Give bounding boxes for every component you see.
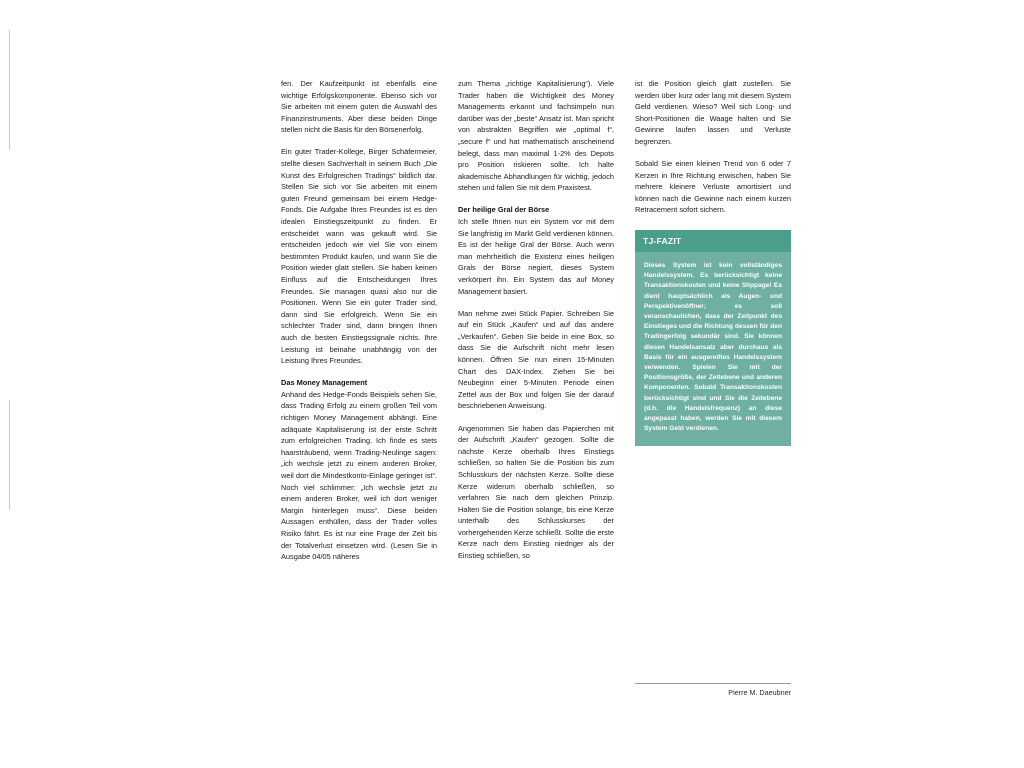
text-column-3 — [635, 78, 791, 708]
paragraph: ist die Position gleich glatt zustellen. Sie werden über kurz oder lang mit diesem System Geld verdienen. Wieso? Weil sich Long- und Short-Positionen die Waage halten und Sie Gewinne laufen lassen und Verluste begrenzen. — [635, 79, 791, 146]
paragraph: fen. Der Kaufzeitpunkt ist ebenfalls eine wichtige Erfolgskomponente. Ebenso sich vor Sie arbeiten mit einem guten die Auswahl des Finanzinstruments. Aber diese beiden Dinge stellen nicht die Basis für den Börsenerfolg. — [281, 79, 437, 135]
article-body — [281, 78, 791, 708]
paragraph: Ich stelle Ihnen nun ein System vor mit dem Sie langfristig im Markt Geld verdienen können. Es ist der heilige Gral der Börse. Auch wenn man mehrheitlich die Existenz eines heiligen Grals der Börse negiert, dieses System verkörpert ihn. Ein System das auf Money Management basiert. — [458, 217, 614, 296]
page-edge-mark-bottom — [9, 400, 10, 510]
section-heading: Das Money Management — [281, 378, 368, 388]
fazit-callout-box — [635, 230, 791, 446]
text-column-1 — [281, 78, 437, 708]
section-heading: Der heilige Gral der Börse — [458, 205, 550, 215]
paragraph: Anhand des Hedge-Fonds Beispiels sehen Sie, dass Trading Erfolg zu einem großen Teil vom richtigen Money Management abhängt. Eine adäquate Kapitalisierung ist der erste Schritt zum erfolgreichen Trading. Ich finde es stets haarsträubend, wenn Trading-Neulinge sagen: „ich wechsle jetzt zu einem anderen Broker, weil dort die Mindestkonto-Einlage geringer ist“. Noch viel schlimmer: „Ich wechsle jetzt zu einem anderen Broker, weil ich dort weniger Margin hinterlegen muss“. Diese beiden Aussagen enthüllen, dass der Trader volles Risiko fährt. Es ist nur eine Frage der Zeit bis der Totalverlust einsetzen wird. (Lesen Sie in Ausgabe 04/05 näheres — [281, 389, 437, 562]
paragraph: Man nehme zwei Stück Papier. Schreiben Sie auf ein Stück „Kaufen“ und auf das andere „Verkaufen“. Geben Sie beide in eine Box, so dass Sie die Aufschrift nicht mehr lesen können. Öffnen Sie nun einen 15-Minuten Chart des DAX-Index. Ziehen Sie bei Neubeginn einer 5-Minuten Periode einen Zettel aus der Box und folgen Sie der darauf beschriebenen Anweisung. — [458, 308, 614, 411]
paragraph: Angenommen Sie haben das Papierchen mit der Aufschrift „Kaufen“ gezogen. Sollte die nächste Kerze oberhalb Ihres Einstiegs schließen, so halten Sie die Position bis zum Schlusskurs der nächsten Kerze. Sollte diese Kerze widerum oberhalb schließen, so verfahren Sie nach dem gleichen Prinzip. Halten Sie die Position solange, bis eine Kerze unterhalb des Schlusskurses der vorhergehenden Kerze schließt. Sollte die erste Kerze nach dem Einstieg niedriger als der Einstieg schließen, so — [458, 423, 614, 561]
footer-divider — [635, 683, 791, 684]
fazit-text: Dieses System ist kein vollständiges Handelssystem. Es berücksichtigt keine Transaktionskosten und keine Slippage! Es dient hauptsächlich als Augen- und Perspektivenöffner; es soll veranschaulichen, dass der Zeitpunkt des Einstieges und die Richtung dessen für den Tradingerfolg sekundär sind. Sie können diesen Handelsansatz aber durchaus als Basis für ein ausgereiftes Handelssystem verwenden. Spielen Sie mit der Positionsgröße, der Zeitebene und anderen Komponenten. Sobald Transaktionskosten berücksichtigt sind und Sie die Zeitebene (d.h. die Handelsfrequenz) an diese angepasst haben, werden Sie mit diesem System Geld verdienen. — [644, 262, 782, 433]
fazit-title: TJ-FAZIT — [635, 230, 791, 252]
text-column-2 — [458, 78, 614, 708]
page-edge-mark-top — [9, 30, 10, 150]
paragraph: Sobald Sie einen kleinen Trend von 6 oder 7 Kerzen in Ihre Richtung erwischen, haben Sie mehrere kleinere Verluste amortisiert und können nach die Gewinne nach einem kurzen Retracement sofort sichern. — [635, 159, 791, 215]
paragraph: Ein guter Trader-Kollege, Birger Schäfermeier, stellte diesen Sachverhalt in seinem Buch „Die Kunst des Erfolgreichen Tradings“ bildlich dar. Stellen Sie sich vor Sie arbeiten mit einem guten Freund gemeinsam bei einem Hedge-Fonds. Die Aufgabe Ihres Freundes ist es den idealen Einstiegszeitpunkt zu finden. Er entscheidet wann was gekauft wird. Sie entscheiden jedoch wie viel Sie von einem bestimmten Produkt kaufen, und wann Sie die Position wieder glatt stellen. Sie haben keinen Einfluss auf die Entscheidungen Ihres Freundes. Sie managen quasi also nur die Positionen. Wenn Sie ein guter Trader sind, dann sind Sie erfolgreich. Wenn Sie ein schlechter Trader sind, dann bringen Ihnen auch die besten Einstiegssignale nichts. Ihre Leistung ist beinahe unabhängig von der Leistung Ihres Freundes. — [281, 147, 437, 366]
paragraph: zum Thema „richtige Kapitalisierung“). Viele Trader haben die Wichtigkeit des Money Managements erkannt und fachsimpeln nun darüber was der „beste“ Ansatz ist. Man spricht von abstrakten Begriffen wie „optimal f“, „secure f“ und hat mathematisch anscheinend belegt, dass man maximal 1-2% des Depots pro Position riskieren sollte. Ich halte akademische Abhandlungen für wichtig, jedoch stehen und fallen Sie mit dem Praxistest. — [458, 79, 614, 193]
author-byline: Pierre M. Daeubner — [728, 688, 791, 697]
